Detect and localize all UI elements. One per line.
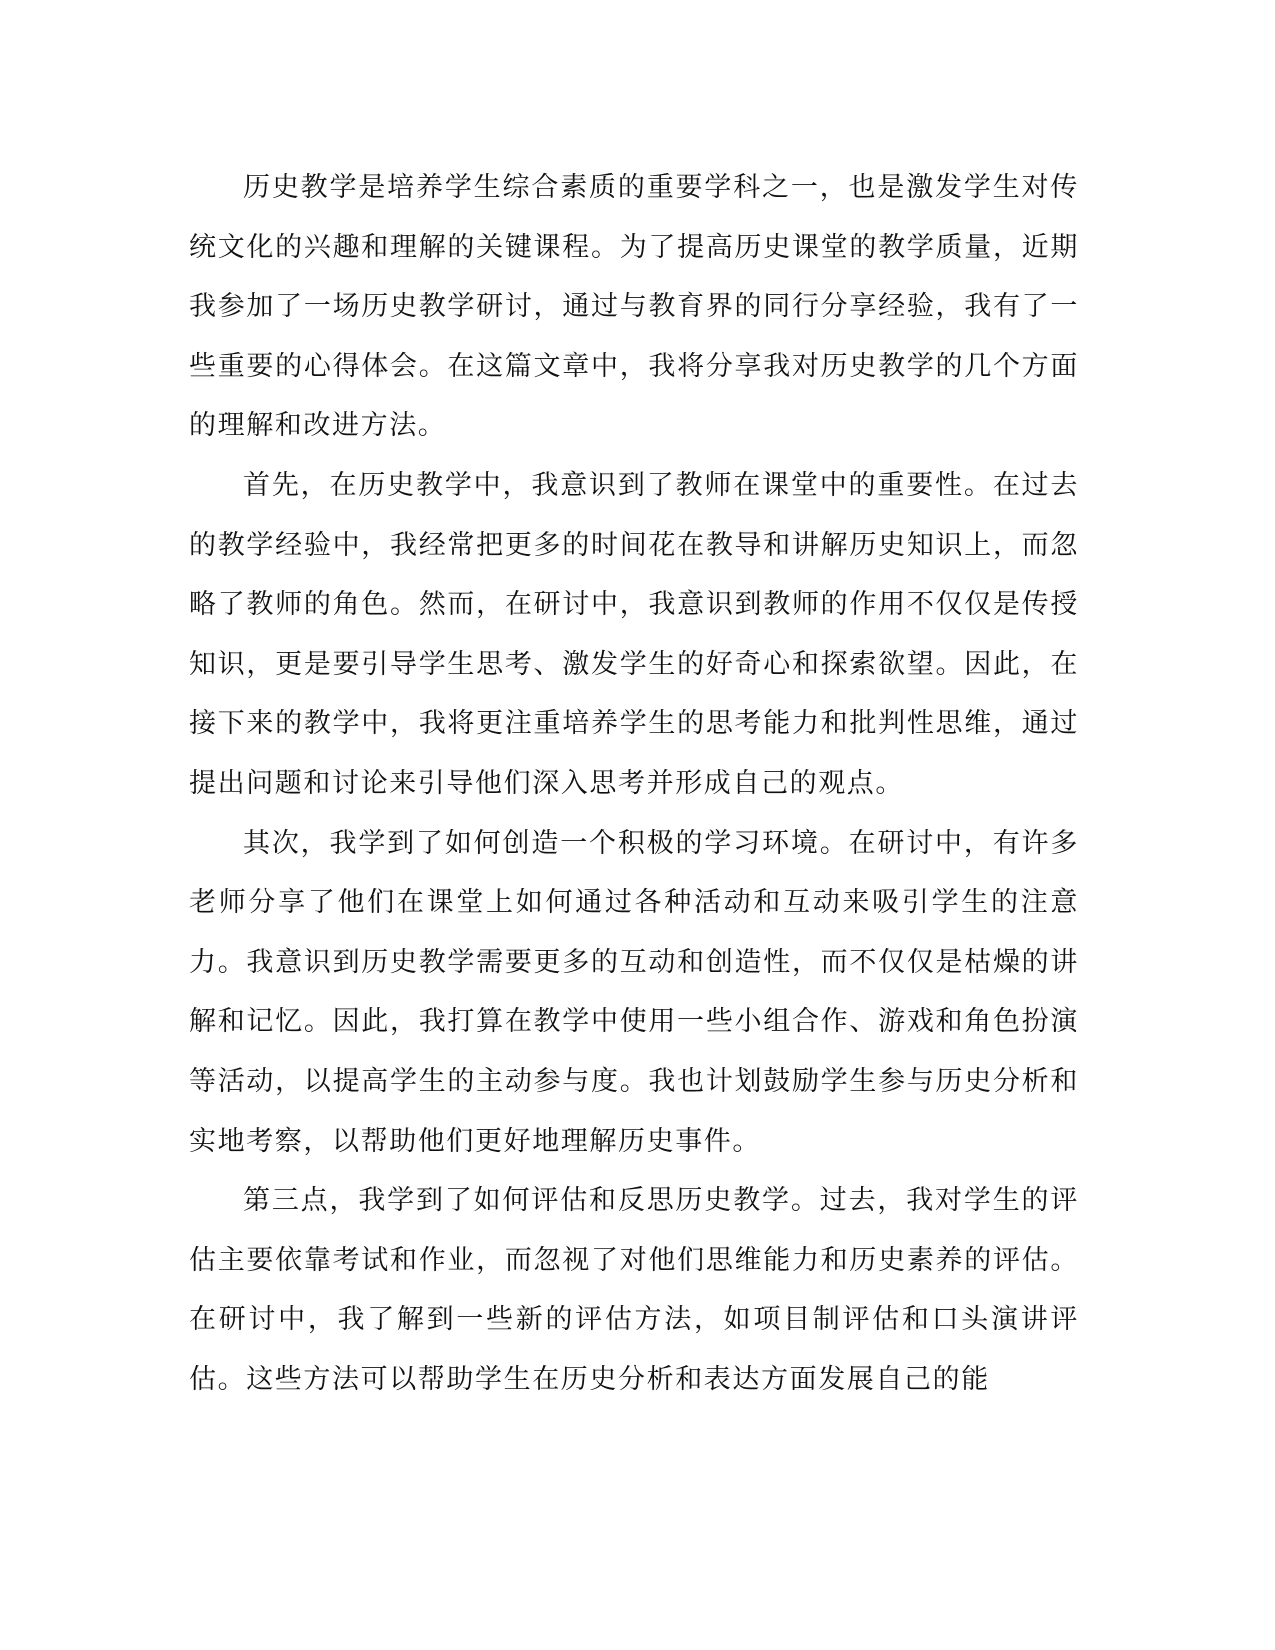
paragraph-third-point: 第三点，我学到了如何评估和反思历史教学。过去，我对学生的评估主要依靠考试和作业，而忽视了对他们思维能力和历史素养的评估。在研讨中，我了解到一些新的评估方法，如项目制评估和口头演讲评估。这些方法可以帮助学生在历史分析和表达方面发展自己的能 <box>189 1185 1079 1395</box>
paragraph-first-point: 首先，在历史教学中，我意识到了教师在课堂中的重要性。在过去的教学经验中，我经常把更多的时间花在教导和讲解历史知识上，而忽略了教师的角色。然而，在研讨中，我意识到教师的作用不仅仅是传授知识，更是要引导学生思考、激发学生的好奇心和探索欲望。因此，在接下来的教学中，我将更注重培养学生的思考能力和批判性思维，通过提出问题和讨论来引导他们深入思考并形成自己的观点。 <box>189 469 1079 799</box>
paragraph-second-point: 其次，我学到了如何创造一个积极的学习环境。在研讨中，有许多老师分享了他们在课堂上如何通过各种活动和互动来吸引学生的注意力。我意识到历史教学需要更多的互动和创造性，而不仅仅是枯燥的讲解和记忆。因此，我打算在教学中使用一些小组合作、游戏和角色扮演等活动，以提高学生的主动参与度。我也计划鼓励学生参与历史分析和实地考察，以帮助他们更好地理解历史事件。 <box>189 827 1079 1157</box>
paragraph-intro: 历史教学是培养学生综合素质的重要学科之一，也是激发学生对传统文化的兴趣和理解的关键课程。为了提高历史课堂的教学质量，近期我参加了一场历史教学研讨，通过与教育界的同行分享经验，我有了一些重要的心得体会。在这篇文章中，我将分享我对历史教学的几个方面的理解和改进方法。 <box>189 172 1079 442</box>
document-body <box>189 158 1079 1409</box>
